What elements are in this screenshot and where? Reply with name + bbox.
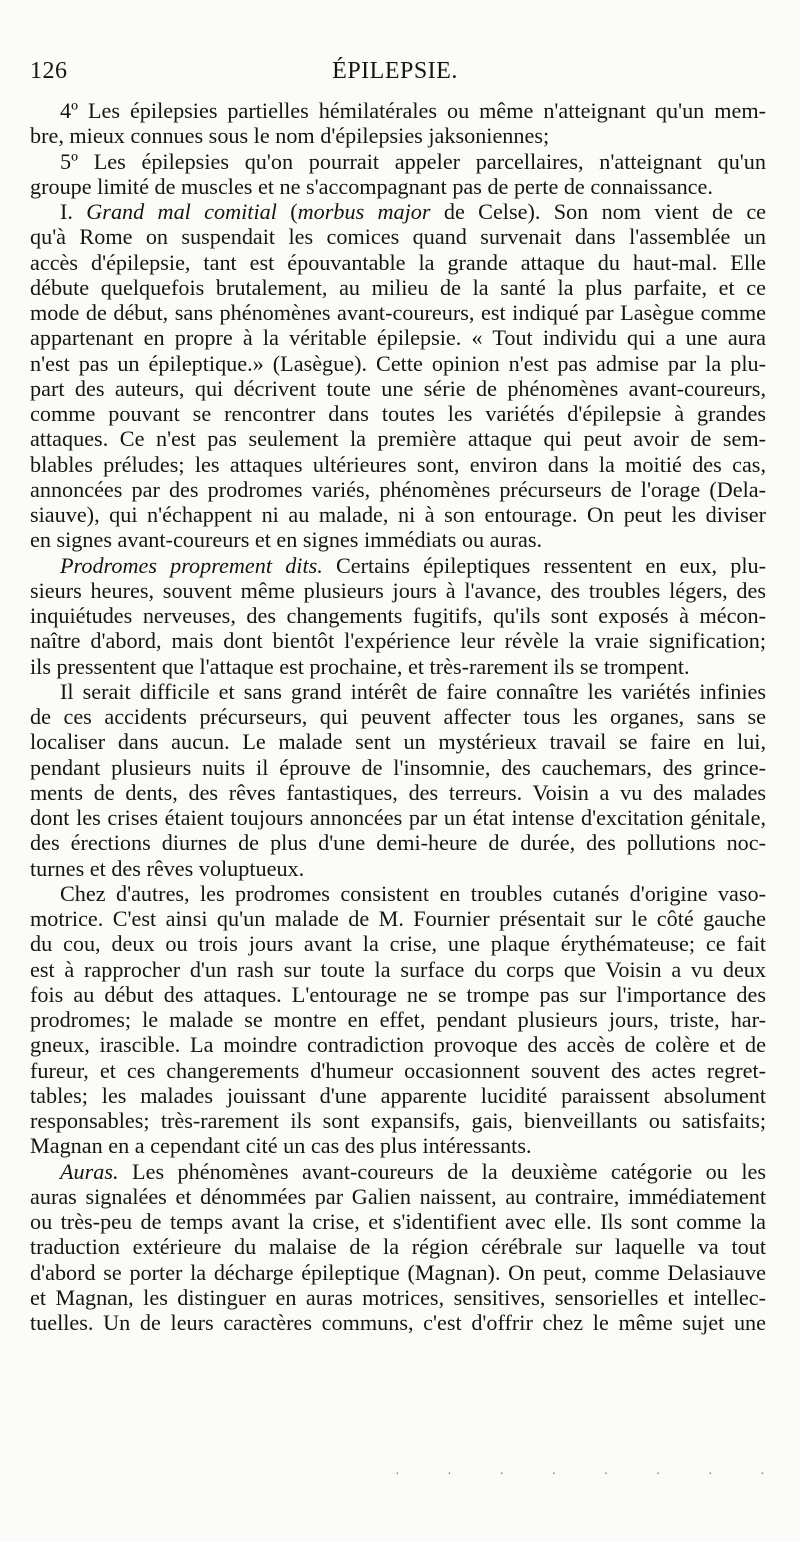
text-line: siauve), qui n'échappent ni au malade, ni à son entourage. On peut les diviser [30,502,766,527]
text-line: pendant plusieurs nuits il éprouve de l'insomnie, des cauchemars, des grince- [30,754,766,780]
page-number: 126 [30,58,68,84]
text-line: ments de dents, des rêves fantastiques, des terreurs. Voisin a vu des malades [30,779,766,805]
text-line: gneux, irascible. La moindre contradiction provoque des accès de colère et de [30,1032,766,1058]
text-line: responsables; très-rarement ils sont expansifs, gais, bienveillants ou satisfaits; [30,1108,766,1133]
text-line: Magnan en a cependant cité un cas des plus intéressants. [30,1133,532,1159]
text-line: accès d'épilepsie, tant est épouvantable la grande attaque du haut-mal. Elle [30,249,766,275]
text-line: attaques. Ce n'est pas seulement la première attaque qui peut avoir de sem- [30,426,766,452]
text-line: de ces accidents précurseurs, qui peuvent affecter tous les organes, sans se [30,704,766,729]
text-line: groupe limité de muscles et ne s'accompagnant pas de perte de connaissance. [30,173,713,199]
text-line: dont les crises étaient toujours annoncées par un état intense d'excitation génitale, [30,805,766,830]
text-line: fureur, et ces changerements d'humeur occasionnent souvent des actes regret- [30,1057,766,1083]
text-line: motrice. C'est ainsi qu'un malade de M. Fournier présentait sur le côté gauche [30,906,766,931]
text-line: du cou, deux ou trois jours avant la crise, une plaque érythémateuse; ce fait [30,931,766,957]
text-line: est à rapprocher d'un rash sur toute la surface du corps que Voisin a vu deux [30,956,766,982]
text-line: et Magnan, les distinguer en auras motrices, sensitives, sensorielles et intellec- [30,1284,766,1310]
text-line: Il serait difficile et sans grand intérêt de faire connaître les variétés infinies [60,678,766,704]
text-line: tables; les malades jouissant d'une apparente lucidité paraissent absolument [30,1082,766,1108]
text-line: n'est pas un épileptique.» (Lasègue). Cette opinion n'est pas admise par la plu- [30,350,766,376]
text-line: d'abord se porter la décharge épileptique (Magnan). On peut, comme Delasiauve [30,1259,766,1285]
text-line: prodromes; le malade se montre en effet, pendant plusieurs jours, triste, har- [30,1007,766,1032]
text-line: ou très-peu de temps avant la crise, et s'identifient avec elle. Ils sont comme la [30,1209,766,1234]
text-line: Auras. Les phénomènes avant-coureurs de la deuxième catégorie ou les [60,1158,766,1184]
text-line: turnes et des rêves voluptueux. [30,855,305,881]
text-line: naître d'abord, mais dont bientôt l'expérience leur révèle la vraie signification; [30,628,766,654]
text-line: en signes avant-coureurs et en signes immédiats ou auras. [30,527,543,553]
text-line: mode de début, sans phénomènes avant-coureurs, est indiqué par Lasègue comme [30,300,766,325]
text-line: blables préludes; les attaques ultérieures sont, environ dans la moitié des cas, [30,451,766,477]
text-line: traduction extérieure du malaise de la région cérébrale sur laquelle va tout [30,1234,766,1260]
text-line: localiser dans aucun. Le malade sent un mystérieux travail se faire en lui, [30,729,766,755]
body-text [30,98,766,1335]
text-line: inquiétudes nerveuses, des changements fugitifs, qu'ils sont exposés à mécon- [30,603,766,628]
text-line: 5º Les épilepsies qu'on pourrait appeler parcellaires, n'atteignant qu'un [60,148,766,174]
text-line: des érections diurnes de plus d'une demi-heure de durée, des pollutions noc- [30,830,766,856]
text-line: I. Grand mal comitial (morbus major de Celse). Son nom vient de ce [60,199,767,224]
running-title: ÉPILEPSIE. [332,58,458,84]
text-line: fois au début des attaques. L'entourage ne se trompe pas sur l'importance des [30,981,766,1007]
text-line: bre, mieux connues sous le nom d'épilepsies jaksoniennes; [30,123,550,149]
text-line: comme pouvant se rencontrer dans toutes les variétés d'épilepsie à grandes [30,401,766,426]
text-line: annoncées par des prodromes variés, phénomènes précurseurs de l'orage (Dela- [30,476,766,502]
text-line: 4º Les épilepsies partielles hémilatérales ou même n'atteignant qu'un mem- [60,98,766,123]
text-line: auras signalées et dénommées par Galien naissent, au contraire, immédiatement [30,1183,766,1209]
text-line: qu'à Rome on suspendait les comices quand survenait dans l'assemblée un [30,224,766,250]
text-line: Chez d'autres, les prodromes consistent en troubles cutanés d'origine vaso- [60,880,766,906]
text-line: sieurs heures, souvent même plusieurs jours à l'avance, des troubles légers, des [30,577,766,603]
footer-marks: · · · · · · · · [395,1467,787,1482]
text-line: ils pressentent que l'attaque est prochaine, et très-rarement ils se trompent. [30,653,690,679]
text-line: Prodromes proprement dits. Certains épileptiques ressentent en eux, plu- [60,552,766,578]
text-line: part des auteurs, qui décrivent toute une série de phénomènes avant-coureurs, [30,375,766,401]
text-line: appartenant en propre à la véritable épilepsie. « Tout individu qui a une aura [30,325,766,351]
text-line: tuelles. Un de leurs caractères communs, c'est d'offrir chez le même sujet une [30,1310,766,1335]
text-line: débute quelquefois brutalement, au milieu de la santé la plus parfaite, et ce [30,274,766,300]
